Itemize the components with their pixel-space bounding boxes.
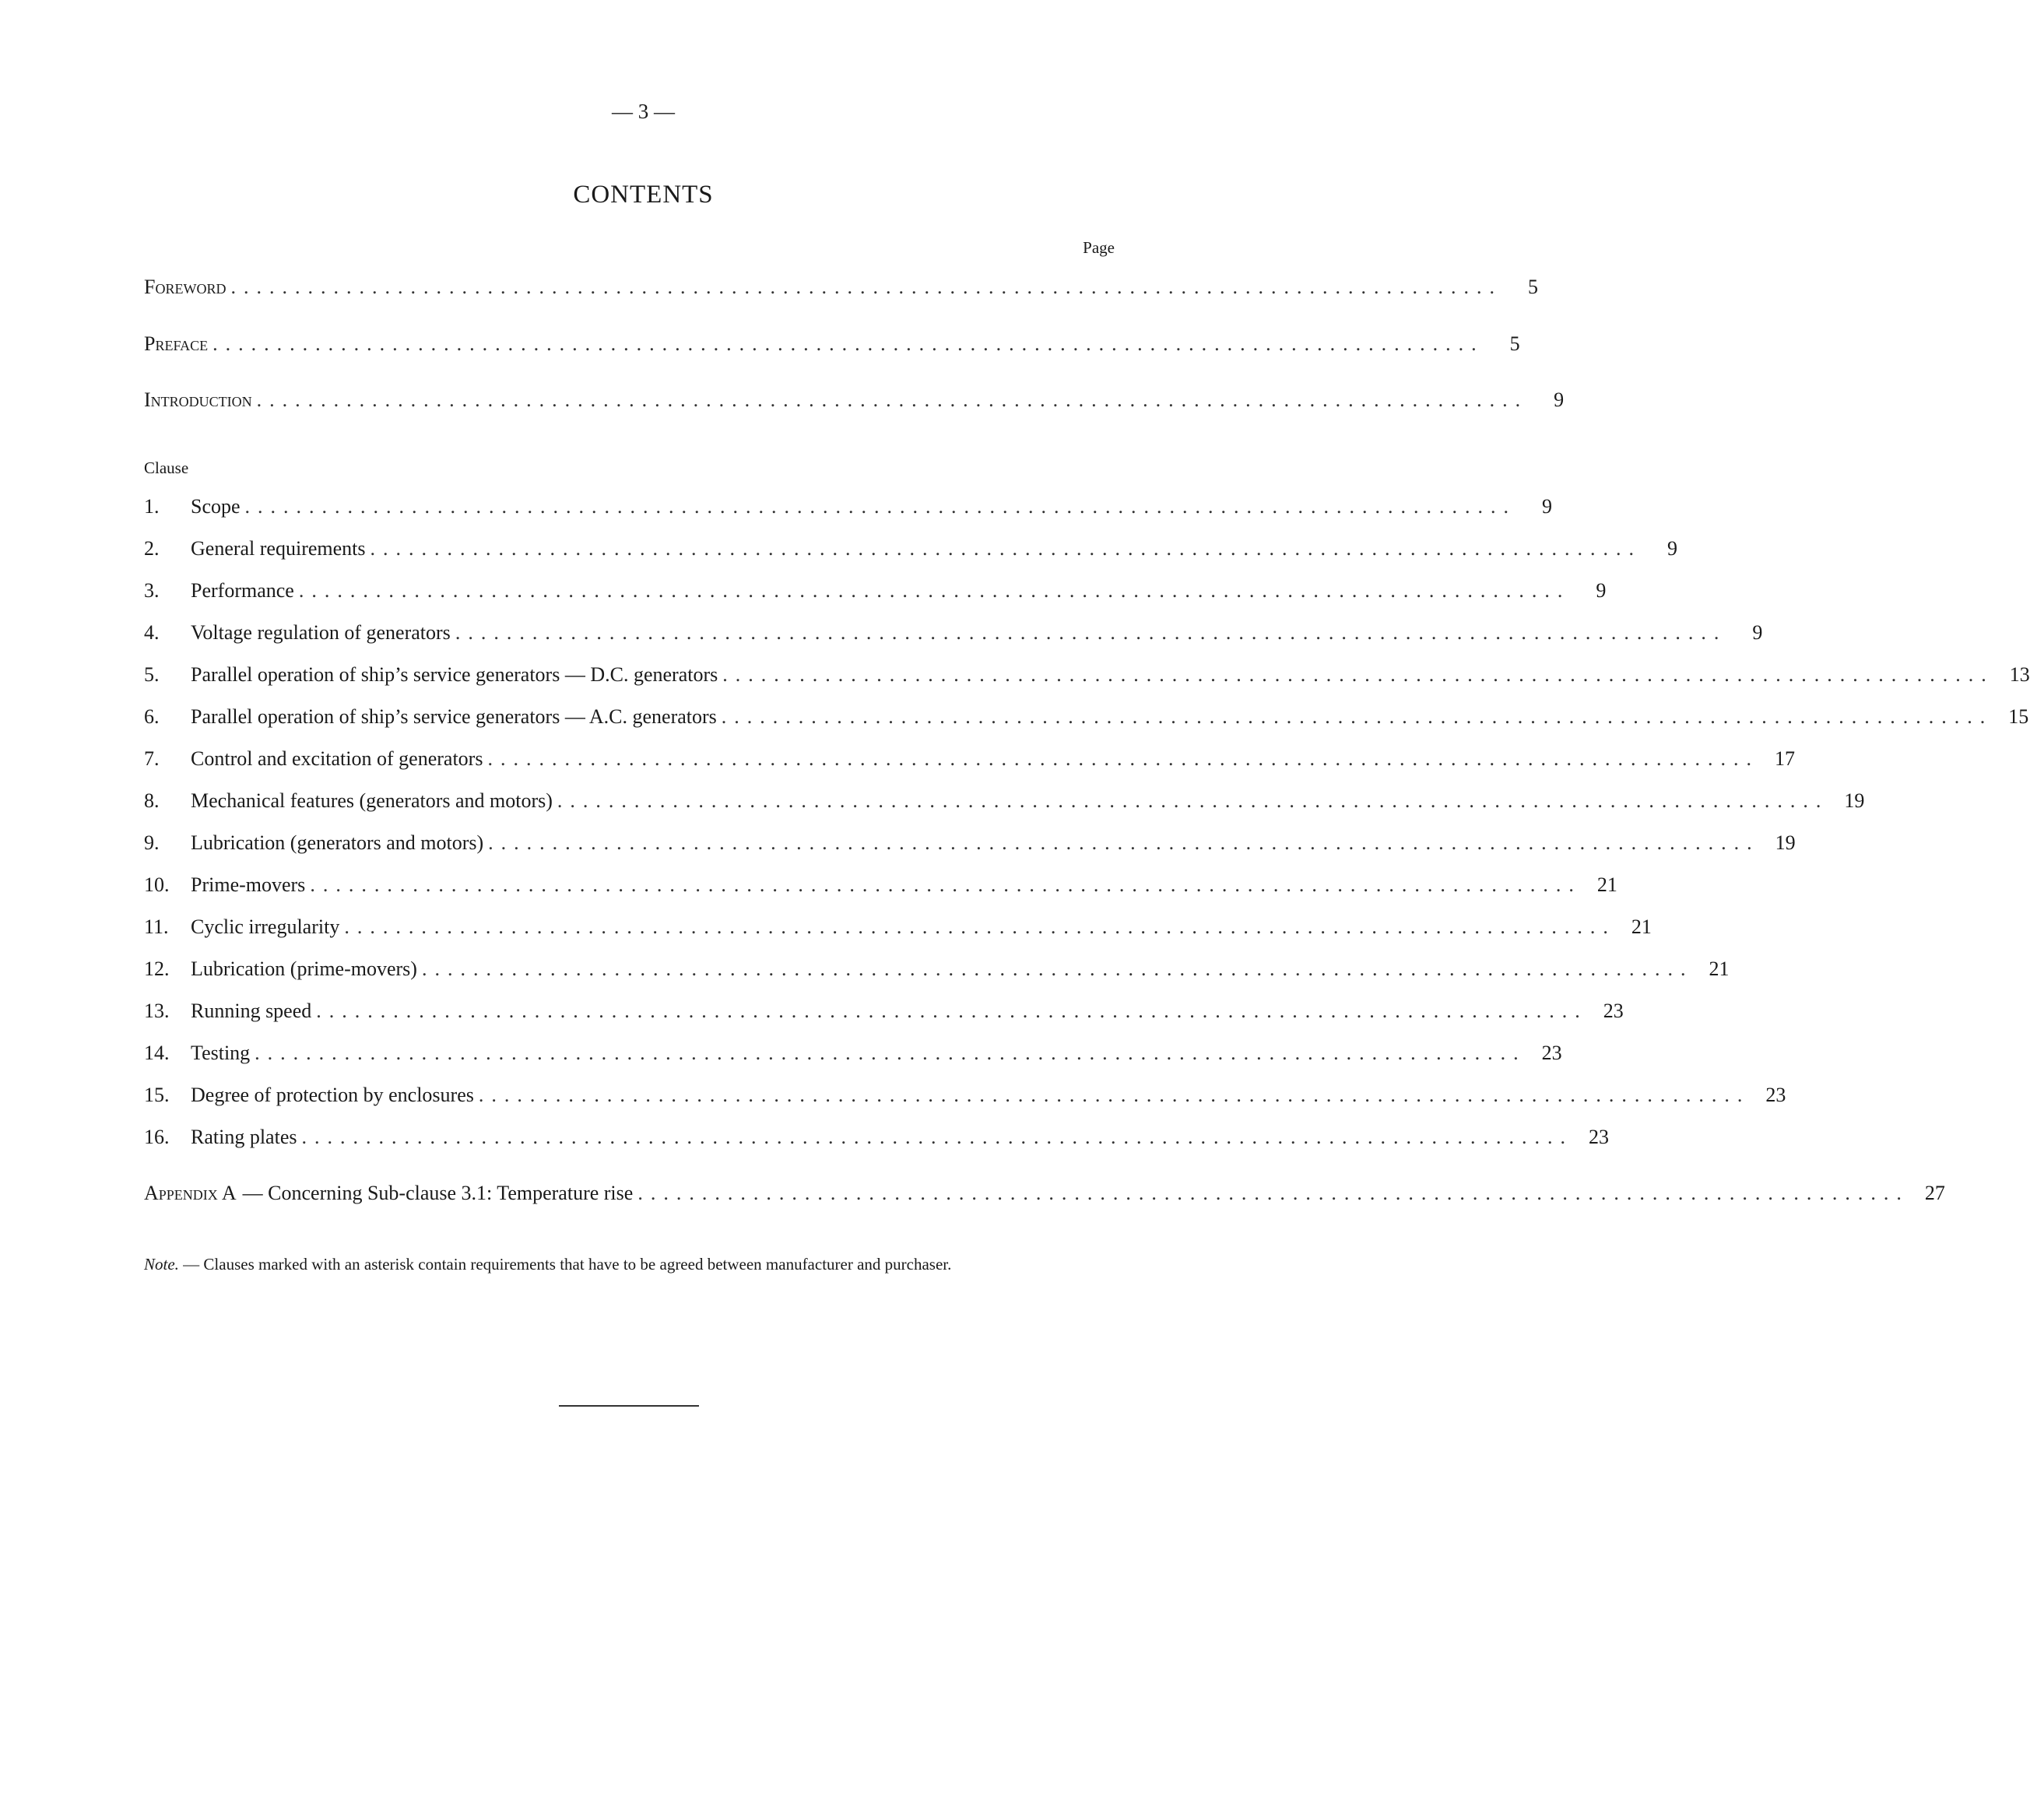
toc-entry-preface[interactable] <box>144 330 1520 358</box>
clause-page: 19 <box>1844 789 1865 812</box>
clause-title: Prime-movers <box>191 873 306 896</box>
note-label: Note. <box>144 1255 179 1274</box>
clause-title: Rating plates <box>191 1126 297 1148</box>
clause-page: 19 <box>1775 831 1796 854</box>
clause-page: 9 <box>1542 495 1553 518</box>
dot-leader: ................................................................................................... <box>255 1042 1526 1064</box>
toc-clause-4[interactable] <box>144 619 1763 647</box>
toc-entry-page: 5 <box>1509 332 1520 355</box>
toc-entry-title: Introduction <box>144 388 252 411</box>
clause-number: 16. <box>144 1126 170 1148</box>
clause-title: General requirements <box>191 537 366 560</box>
clause-page: 17 <box>1774 747 1795 770</box>
dot-leader: ................................................................................................... <box>230 276 1502 298</box>
dot-leader: ................................................................................................... <box>298 579 1571 602</box>
toc-clause-8[interactable] <box>144 787 1865 815</box>
appendix-title: — Concerning Sub-clause 3.1: Temperature rise <box>242 1182 634 1204</box>
clause-title: Voltage regulation of generators <box>191 621 451 644</box>
toc-clause-7[interactable] <box>144 745 1795 773</box>
clause-number: 6. <box>144 705 160 728</box>
clause-number: 11. <box>144 915 169 938</box>
note-text: — Clauses marked with an asterisk contain requirements that have to be agreed between manufacturer and purchaser. <box>183 1255 952 1274</box>
clause-title: Parallel operation of ship’s service generators — D.C. generators <box>191 663 718 686</box>
clause-page: 21 <box>1596 873 1617 896</box>
toc-clause-11[interactable] <box>144 913 1652 941</box>
clause-number: 4. <box>144 621 160 644</box>
clause-number: 12. <box>144 957 170 980</box>
toc-entry-appendix-a[interactable] <box>144 1179 1945 1207</box>
clause-number: 13. <box>144 1000 170 1022</box>
clause-title: Parallel operation of ship’s service generators — A.C. generators <box>191 705 717 728</box>
dot-leader: ................................................................................................... <box>370 537 1642 560</box>
dot-leader: ................................................................................................... <box>256 388 1529 411</box>
clause-number: 10. <box>144 873 170 896</box>
page-column-label: Page <box>1083 238 1115 257</box>
toc-entry-page: 5 <box>1527 276 1538 298</box>
clause-title: Lubrication (prime-movers) <box>191 957 417 980</box>
appendix-label: Appendix A <box>144 1182 237 1204</box>
dot-leader: ................................................................................................... <box>487 747 1759 770</box>
clause-title: Control and excitation of generators <box>191 747 483 770</box>
clause-page: 9 <box>1667 537 1678 560</box>
toc-clause-2[interactable] <box>144 535 1678 563</box>
clause-number: 3. <box>144 579 160 602</box>
toc-clause-12[interactable] <box>144 955 1730 983</box>
clause-page: 23 <box>1588 1126 1609 1148</box>
clause-title: Testing <box>191 1042 251 1064</box>
toc-clause-15[interactable] <box>144 1081 1786 1109</box>
clause-number: 9. <box>144 831 160 854</box>
dot-leader: ................................................................................................... <box>212 332 1484 355</box>
clause-number: 5. <box>144 663 160 686</box>
clause-page: 23 <box>1603 1000 1624 1022</box>
clause-page: 23 <box>1541 1042 1562 1064</box>
clause-label: Clause <box>144 459 189 477</box>
toc-clause-13[interactable] <box>144 997 1624 1025</box>
toc-clause-3[interactable] <box>144 577 1607 605</box>
clause-page: 21 <box>1709 957 1730 980</box>
toc-clause-6[interactable] <box>144 703 2029 731</box>
clause-page: 9 <box>1596 579 1607 602</box>
toc-clause-5[interactable] <box>144 661 2030 689</box>
clause-page: 15 <box>2008 705 2029 728</box>
footnote <box>144 1255 1117 1274</box>
toc-entry-foreword[interactable] <box>144 273 1538 301</box>
dot-leader: ................................................................................................... <box>244 495 1517 518</box>
contents-title: CONTENTS <box>573 181 714 209</box>
dot-leader: ................................................................................................... <box>478 1084 1751 1106</box>
toc-clause-14[interactable] <box>144 1039 1562 1067</box>
dot-leader: ................................................................................................... <box>301 1126 1573 1148</box>
toc-clause-1[interactable] <box>144 493 1553 521</box>
end-rule-divider <box>559 1405 699 1407</box>
clause-number: 7. <box>144 747 160 770</box>
toc-clause-10[interactable] <box>144 871 1617 899</box>
toc-clause-16[interactable] <box>144 1123 1609 1151</box>
clause-page: 21 <box>1631 915 1652 938</box>
dot-leader: ................................................................................................... <box>421 957 1694 980</box>
clause-number: 15. <box>144 1084 170 1106</box>
clause-number: 2. <box>144 537 160 560</box>
clause-title: Performance <box>191 579 294 602</box>
clause-page: 13 <box>2009 663 2030 686</box>
clause-number: 8. <box>144 789 160 812</box>
appendix-page: 27 <box>1924 1182 1945 1204</box>
clause-number: 14. <box>144 1042 170 1064</box>
toc-entry-title: Preface <box>144 332 209 355</box>
toc-clause-9[interactable] <box>144 829 1796 857</box>
page-number: — 3 — <box>612 100 675 123</box>
toc-entry-page: 9 <box>1554 388 1565 411</box>
clause-title: Cyclic irregularity <box>191 915 340 938</box>
toc-entry-title: Foreword <box>144 276 227 298</box>
clause-title: Scope <box>191 495 241 518</box>
dot-leader: ................................................................................................... <box>488 831 1760 854</box>
clause-title: Lubrication (generators and motors) <box>191 831 484 854</box>
clause-page: 9 <box>1752 621 1763 644</box>
dot-leader: ................................................................................................... <box>344 915 1616 938</box>
dot-leader: ................................................................................................... <box>721 705 1993 728</box>
dot-leader: ................................................................................................... <box>310 873 1582 896</box>
clause-number: 1. <box>144 495 160 518</box>
clause-page: 23 <box>1765 1084 1786 1106</box>
clause-title: Mechanical features (generators and motors) <box>191 789 553 812</box>
dot-leader: ................................................................................................... <box>557 789 1829 812</box>
clause-title: Running speed <box>191 1000 312 1022</box>
clause-title: Degree of protection by enclosures <box>191 1084 474 1106</box>
dot-leader: ................................................................................................... <box>455 621 1727 644</box>
dot-leader: ................................................................................................... <box>722 663 1994 686</box>
dot-leader: ................................................................................................... <box>637 1182 1909 1204</box>
dot-leader: ................................................................................................... <box>316 1000 1588 1022</box>
toc-entry-introduction[interactable] <box>144 386 1565 414</box>
